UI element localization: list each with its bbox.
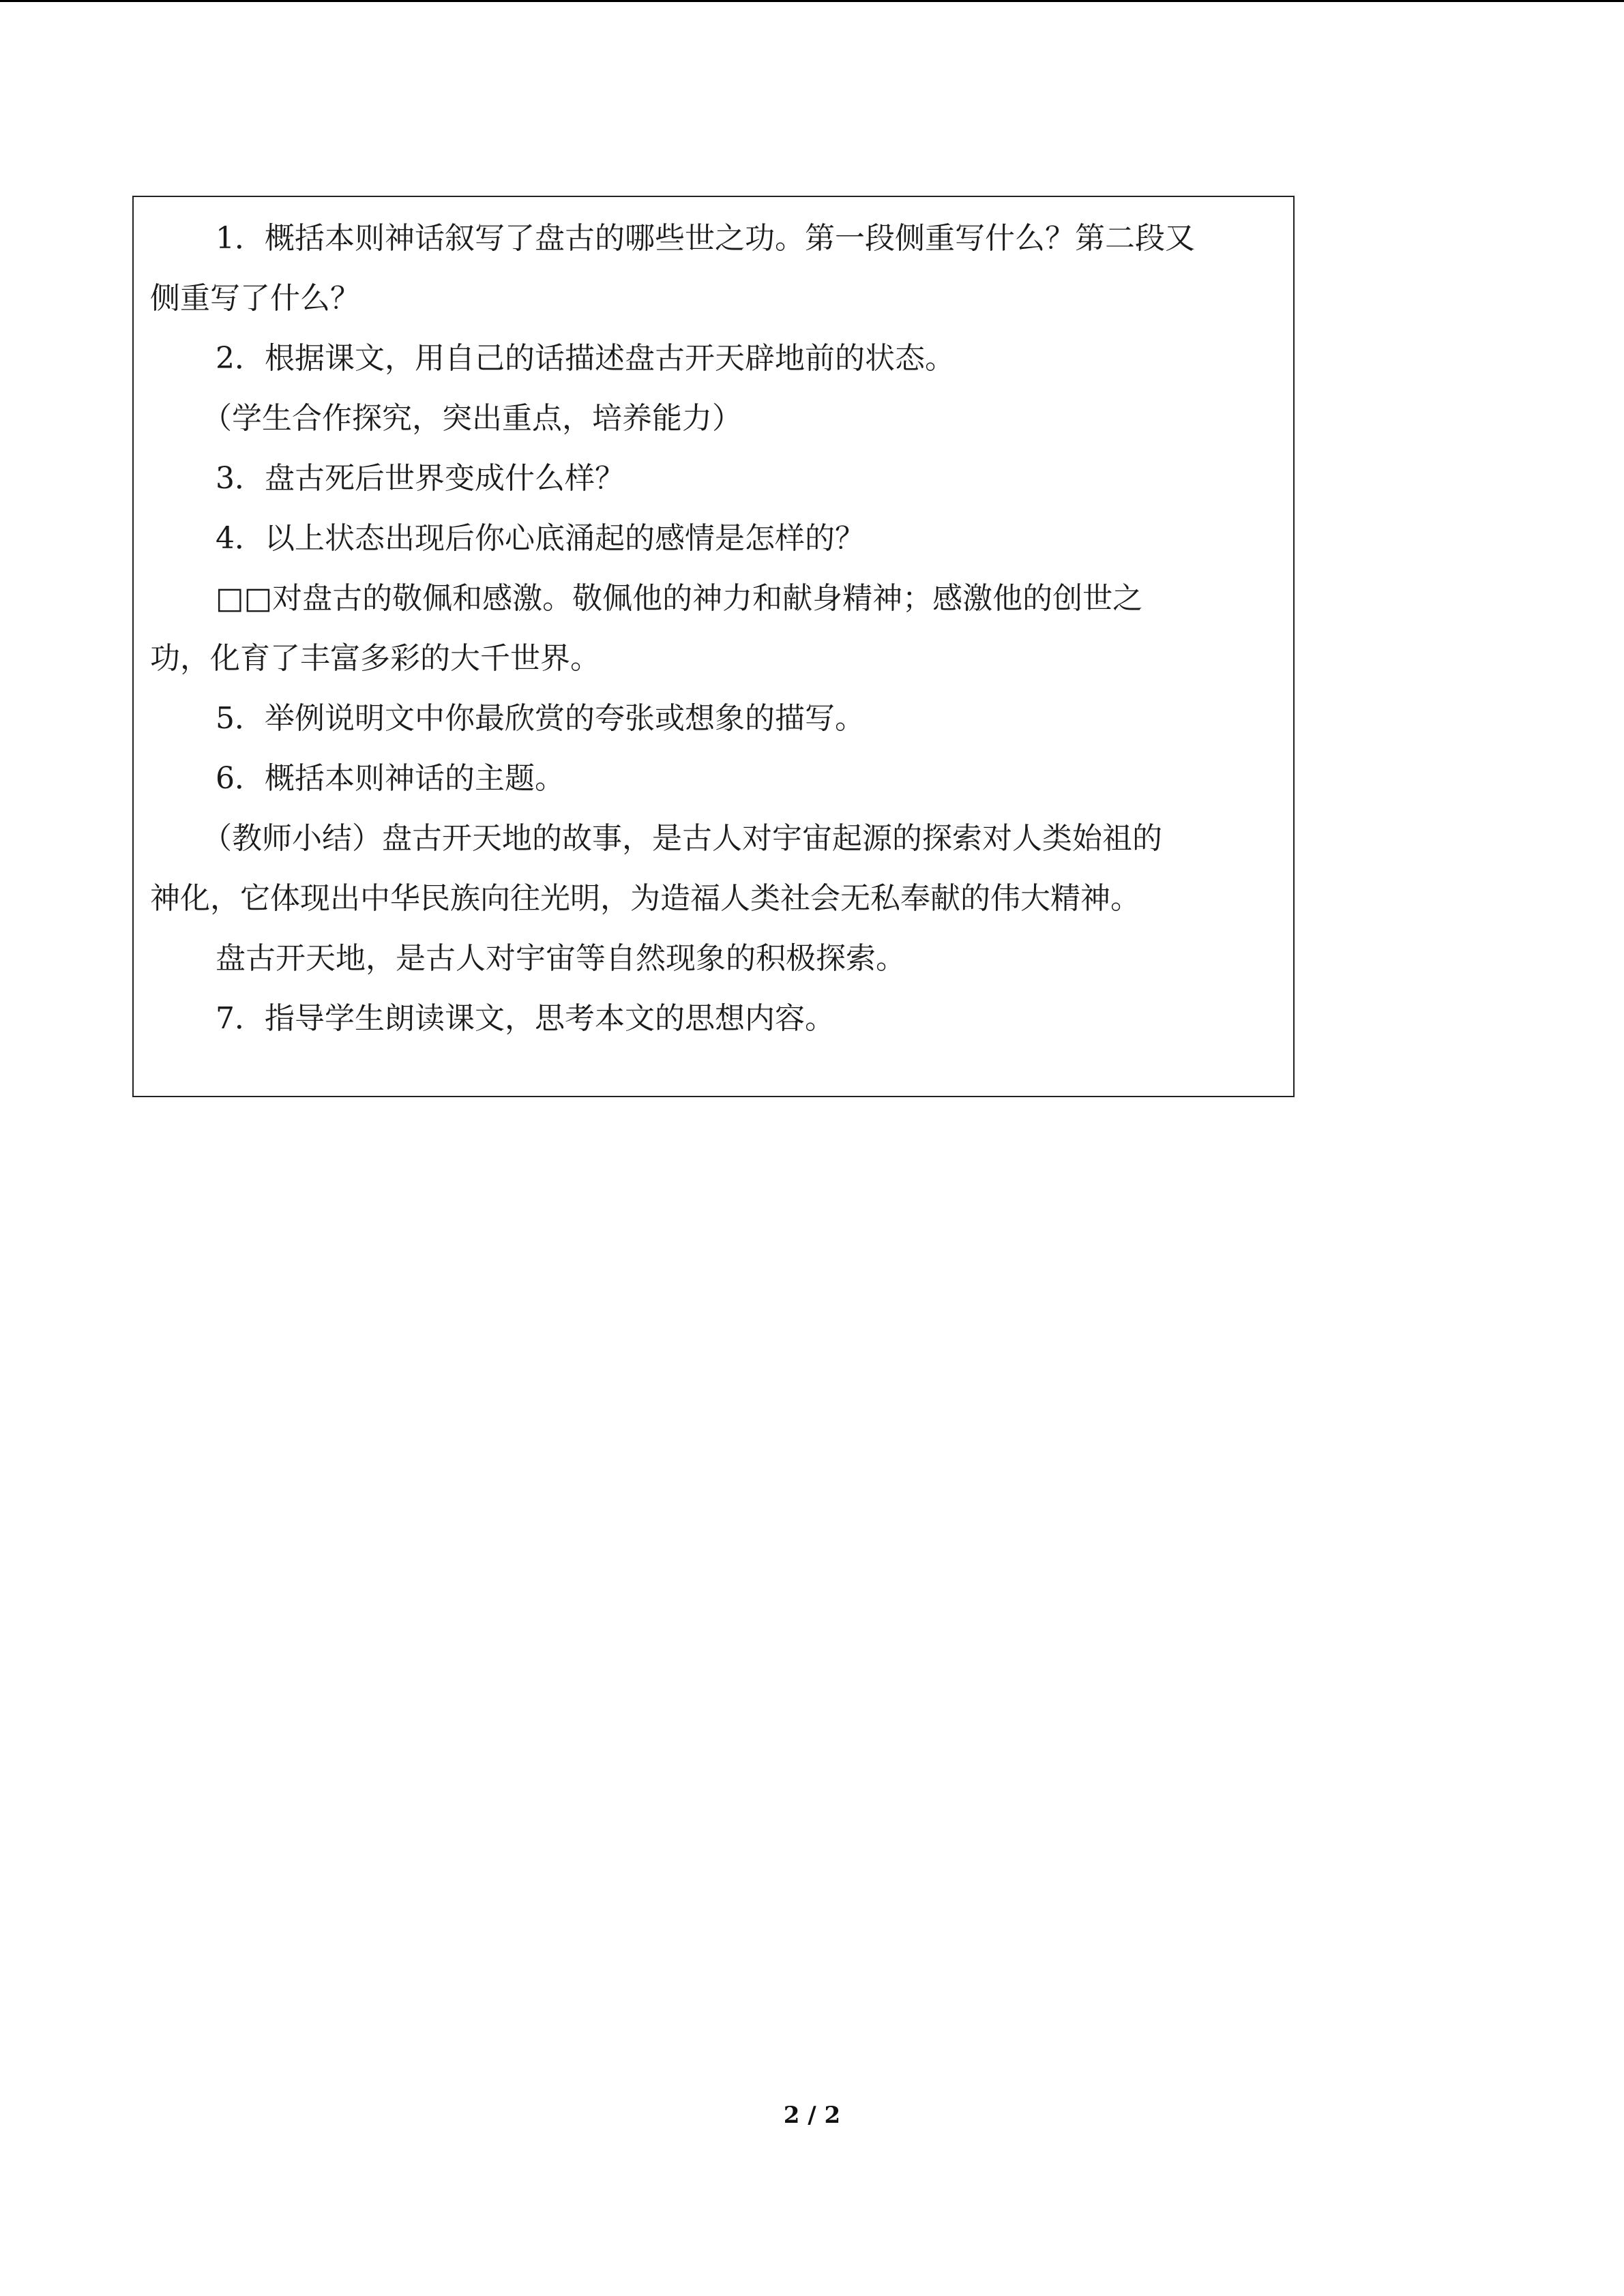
question-5-paragraph xyxy=(134,689,1296,749)
question-1-line-2: 侧重写了什么？ xyxy=(150,281,360,316)
question-3-paragraph xyxy=(134,449,1296,509)
question-4-line-1: 4．以上状态出现后你心底涌起的感情是怎样的？ xyxy=(216,521,865,556)
teacher-summary-paragraph xyxy=(134,809,1296,929)
question-7-line-1: 7．指导学生朗读课文，思考本文的思想内容。 xyxy=(216,1001,835,1036)
question-6-paragraph xyxy=(134,749,1296,809)
exploration-statement xyxy=(134,929,1296,989)
lesson-content-box xyxy=(132,196,1295,1097)
answer-4-paragraph xyxy=(134,569,1296,689)
page-number: 2 / 2 xyxy=(783,2102,841,2129)
exploration-statement-line-1: 盘古开天地，是古人对宇宙等自然现象的积极探索。 xyxy=(216,941,906,976)
question-1-line-1: 1．概括本则神话叙写了盘古的哪些世之功。第一段侧重写什么？第二段又 xyxy=(216,221,1195,256)
question-5-line-1: 5．举例说明文中你最欣赏的夸张或想象的描写。 xyxy=(216,701,865,736)
question-6-line-1: 6．概括本则神话的主题。 xyxy=(216,761,565,796)
question-2-paragraph xyxy=(134,329,1296,389)
question-7-paragraph xyxy=(134,989,1296,1049)
question-2-line-1: 2．根据课文，用自己的话描述盘古开天辟地前的状态。 xyxy=(216,341,955,376)
group-inquiry-note xyxy=(134,389,1296,449)
question-4-paragraph xyxy=(134,509,1296,569)
teacher-summary-line-2: 神化，它体现出中华民族向往光明，为造福人类社会无私奉献的伟大精神。 xyxy=(150,881,1140,916)
top-border-rule xyxy=(0,0,1624,2)
question-1-paragraph xyxy=(134,209,1296,329)
question-3-line-1: 3．盘古死后世界变成什么样？ xyxy=(216,461,625,496)
answer-4-line-1: □□对盘古的敬佩和感激。敬佩他的神力和献身精神；感激他的创世之 xyxy=(216,581,1143,616)
group-inquiry-note-line-1: （学生合作探究，突出重点，培养能力） xyxy=(202,401,742,436)
answer-4-line-2: 功，化育了丰富多彩的大千世界。 xyxy=(150,641,600,676)
teacher-summary-line-1: （教师小结）盘古开天地的故事，是古人对宇宙起源的探索对人类始祖的 xyxy=(202,821,1162,856)
